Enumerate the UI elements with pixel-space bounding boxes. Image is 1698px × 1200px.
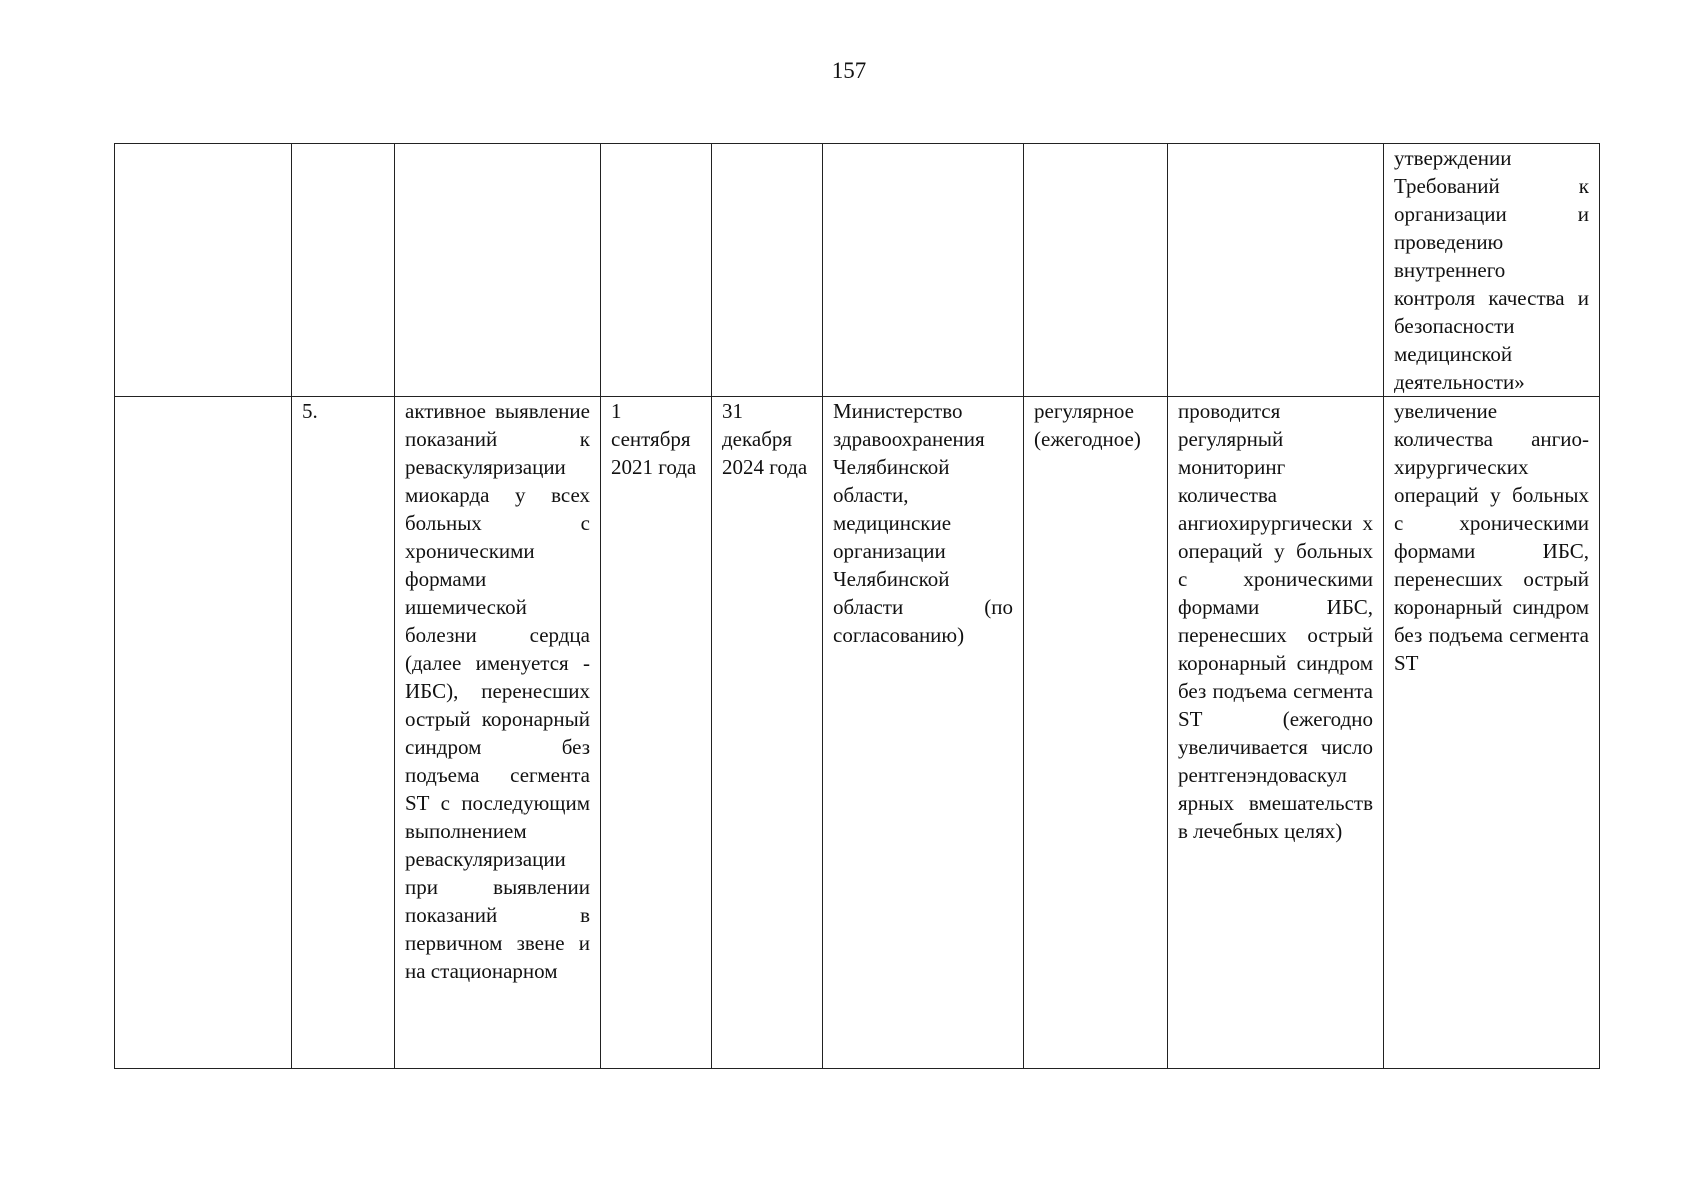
table-cell-empty: [115, 397, 292, 1069]
end-date: 31 декабря 2024 года: [722, 399, 808, 479]
table-cell-responsible: [823, 397, 1024, 1069]
table-cell-empty: [1024, 144, 1168, 397]
control-characteristic: проводится регулярный мониторинг количества ангиохирургически х операций у больных с хроническими формами ИБС, перенесших острый коронарный синдром без подъема сегмента ST (ежегодно увеличивается число рентгенэндоваскул ярных вмешательств в лечебных целях): [1178, 399, 1373, 843]
table-cell-empty: [712, 144, 823, 397]
expected-result: увеличение количества ангио-хирургических операций у больных с хроническими формами ИБС, перенесших острый коронарный синдром без подъема сегмента ST: [1394, 399, 1589, 675]
table-cell-empty: [292, 144, 395, 397]
table-cell-empty: [601, 144, 712, 397]
table-row: [115, 397, 1600, 1069]
item-number: 5.: [302, 399, 318, 423]
table-cell-event: [395, 397, 601, 1069]
table-cell-result: [1384, 397, 1600, 1069]
page-number: 157: [831, 58, 867, 83]
event-description: активное выявление показаний к реваскуляризации миокарда у всех больных с хроническими формами ишемической болезни сердца (далее именуется - ИБС), перенесших острый коронарный синдром без подъема сегмента ST с последующим выполнением реваскуляризации при выявлении показаний в первичном звене и на стационарном: [405, 399, 590, 983]
measures-table: [114, 143, 1600, 1069]
table-cell-end-date: [712, 397, 823, 1069]
table-cell-empty: [823, 144, 1024, 397]
document-continuation-text: утверждении Требований к организации и проведению внутреннего контроля качества и безопасности медицинской деятельности»: [1394, 146, 1589, 394]
table-cell-frequency: [1024, 397, 1168, 1069]
table-cell-empty: [395, 144, 601, 397]
start-date: 1 сентября 2021 года: [611, 399, 697, 479]
table-row: [115, 144, 1600, 397]
table-cell-control: [1168, 397, 1384, 1069]
table-cell-start-date: [601, 397, 712, 1069]
frequency: регулярное (ежегодное): [1034, 399, 1141, 451]
table-cell-document-continuation: [1384, 144, 1600, 397]
responsible-executors: Министерство здравоохранения Челябинской области, медицинские организации Челябинской области (по согласованию): [833, 399, 1013, 647]
table-cell-item-number: [292, 397, 395, 1069]
table-cell-empty: [115, 144, 292, 397]
table-cell-empty: [1168, 144, 1384, 397]
